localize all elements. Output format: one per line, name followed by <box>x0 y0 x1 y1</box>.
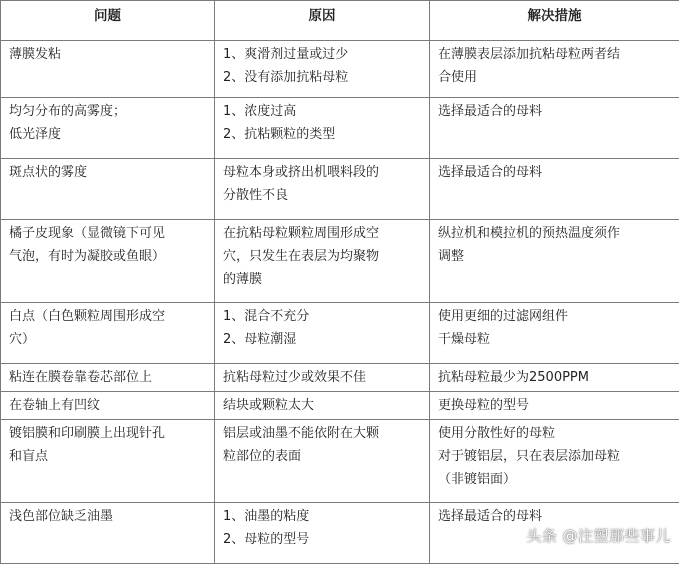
solution-cell <box>430 392 679 420</box>
cause-cell <box>215 303 430 364</box>
header-solution: 解决措施 <box>430 1 679 41</box>
problem-cell <box>1 303 215 364</box>
problem-cell <box>1 420 215 503</box>
table-row <box>1 392 679 420</box>
cell-text-line: 1、混合不充分 <box>223 305 423 328</box>
cause-cell <box>215 98 430 159</box>
cell-text-line: 铝层或油墨不能依附在大颗 <box>223 422 423 445</box>
problem-cell <box>1 159 215 220</box>
cause-cell <box>215 392 430 420</box>
cell-text-line: 使用分散性好的母粒 <box>438 422 673 445</box>
cell-text-line: 1、油墨的粘度 <box>223 505 423 528</box>
cell-text-line: 2、没有添加抗粘母粒 <box>223 66 423 89</box>
table-row <box>1 420 679 503</box>
cell-text-line: 浅色部位缺乏油墨 <box>9 505 208 528</box>
cell-text-line: 斑点状的雾度 <box>9 161 208 184</box>
cell-text-line: （非镀铝面） <box>438 468 673 491</box>
cause-cell <box>215 41 430 98</box>
cell-text-line: 抗粘母粒过少或效果不佳 <box>223 366 423 389</box>
cause-cell <box>215 220 430 303</box>
table-row <box>1 159 679 220</box>
cell-text-line: 选择最适合的母料 <box>438 161 673 184</box>
cell-text-line: 在卷轴上有凹纹 <box>9 394 208 417</box>
cell-text-line: 白点（白色颗粒周围形成空 <box>9 305 208 328</box>
cell-text-line: 抗粘母粒最少为2500PPM <box>438 366 673 389</box>
solution-cell <box>430 220 679 303</box>
cell-text-line: 调整 <box>438 245 673 268</box>
cell-text-line: 结块或颗粒太大 <box>223 394 423 417</box>
cell-text-line: 在薄膜表层添加抗粘母粒两者结 <box>438 43 673 66</box>
solution-cell <box>430 420 679 503</box>
cell-text-line: 粘连在膜卷靠卷芯部位上 <box>9 366 208 389</box>
header-problem: 问题 <box>1 1 215 41</box>
cell-text-line: 纵拉机和模拉机的预热温度须作 <box>438 222 673 245</box>
cell-text-line: 在抗粘母粒颗粒周围形成空 <box>223 222 423 245</box>
table-row <box>1 98 679 159</box>
cell-text-line: 均匀分布的高雾度； <box>9 100 208 123</box>
table-row <box>1 41 679 98</box>
header-row <box>1 1 679 41</box>
cell-text-line: 粒部位的表面 <box>223 445 423 468</box>
cause-cell <box>215 364 430 392</box>
solution-cell <box>430 364 679 392</box>
solution-cell <box>430 303 679 364</box>
cell-text-line: 镀铝膜和印刷膜上出现针孔 <box>9 422 208 445</box>
problem-cell <box>1 220 215 303</box>
solution-cell <box>430 41 679 98</box>
watermark-label: 头条 @注塑那些事儿 <box>526 525 671 546</box>
problem-cell <box>1 392 215 420</box>
cell-text-line: 分散性不良 <box>223 184 423 207</box>
cell-text-line: 1、浓度过高 <box>223 100 423 123</box>
cell-text-line: 选择最适合的母料 <box>438 505 673 528</box>
problem-cell <box>1 364 215 392</box>
solution-cell <box>430 98 679 159</box>
cell-text-line: 薄膜发粘 <box>9 43 208 66</box>
cell-text-line: 穴，只发生在表层为均聚物 <box>223 245 423 268</box>
table-row <box>1 220 679 303</box>
header-cause: 原因 <box>215 1 430 41</box>
cell-text-line: 使用更细的过滤网组件 <box>438 305 673 328</box>
cell-text-line: 更换母粒的型号 <box>438 394 673 417</box>
solution-cell <box>430 159 679 220</box>
cell-text-line: 气泡，有时为凝胶或鱼眼） <box>9 245 208 268</box>
cell-text-line: 选择最适合的母料 <box>438 100 673 123</box>
cause-cell <box>215 503 430 564</box>
cell-text-line: 母粒本身或挤出机喂料段的 <box>223 161 423 184</box>
cell-text-line: 和盲点 <box>9 445 208 468</box>
cause-cell <box>215 420 430 503</box>
cause-cell <box>215 159 430 220</box>
cell-text-line: 2、母粒潮湿 <box>223 328 423 351</box>
cell-text-line: 合使用 <box>438 66 673 89</box>
table-body <box>1 41 679 564</box>
problem-cell <box>1 503 215 564</box>
cell-text-line: 的薄膜 <box>223 268 423 291</box>
cell-text-line: 穴） <box>9 328 208 351</box>
cell-text-line: 2、抗粘颗粒的类型 <box>223 123 423 146</box>
cell-text-line: 低光泽度 <box>9 123 208 146</box>
table-row <box>1 364 679 392</box>
table-row <box>1 303 679 364</box>
cell-text-line: 1、爽滑剂过量或过少 <box>223 43 423 66</box>
cell-text-line: 橘子皮现象（显微镜下可见 <box>9 222 208 245</box>
problem-cell <box>1 98 215 159</box>
cell-text-line: 对于镀铝层，只在表层添加母粒 <box>438 445 673 468</box>
cell-text-line: 2、母粒的型号 <box>223 528 423 551</box>
problem-cell <box>1 41 215 98</box>
cell-text-line: 干燥母粒 <box>438 328 673 351</box>
